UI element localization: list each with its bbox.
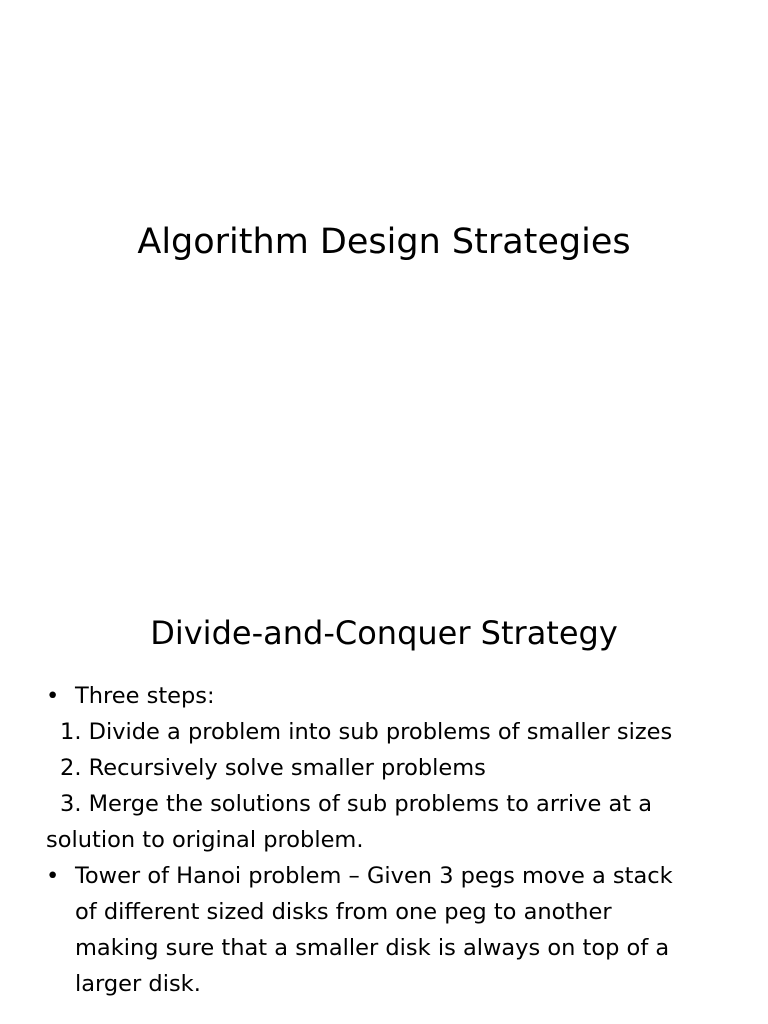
step-item-3-line-2: solution to original problem.: [46, 827, 364, 853]
step-item-1: 1. Divide a problem into sub problems of smaller sizes: [60, 719, 673, 745]
bullet-text: Three steps:: [75, 683, 215, 709]
bullet-text-line-3: making sure that a smaller disk is always on top of a: [75, 935, 670, 961]
bullet-marker: •: [46, 863, 60, 889]
slide-divide-and-conquer: [0, 576, 768, 1024]
bullet-marker: •: [46, 683, 60, 709]
step-item-3-line-1: 3. Merge the solutions of sub problems to arrive at a: [60, 791, 653, 817]
bullet-text-group: [75, 858, 746, 1002]
bullet-text-line-4: larger disk.: [75, 971, 201, 997]
bullet-text-line-2: of different sized disks from one peg to another: [75, 899, 612, 925]
slide-content: [46, 678, 746, 1002]
bullet-item-three-steps: [46, 678, 746, 714]
page-title: Algorithm Design Strategies: [137, 222, 631, 262]
bullet-text-line-1: Tower of Hanoi problem – Given 3 pegs move a stack: [75, 863, 673, 889]
bullet-item-tower-of-hanoi: [46, 858, 746, 1002]
slide-heading: Divide-and-Conquer Strategy: [150, 614, 618, 652]
step-item-2: 2. Recursively solve smaller problems: [60, 755, 486, 781]
